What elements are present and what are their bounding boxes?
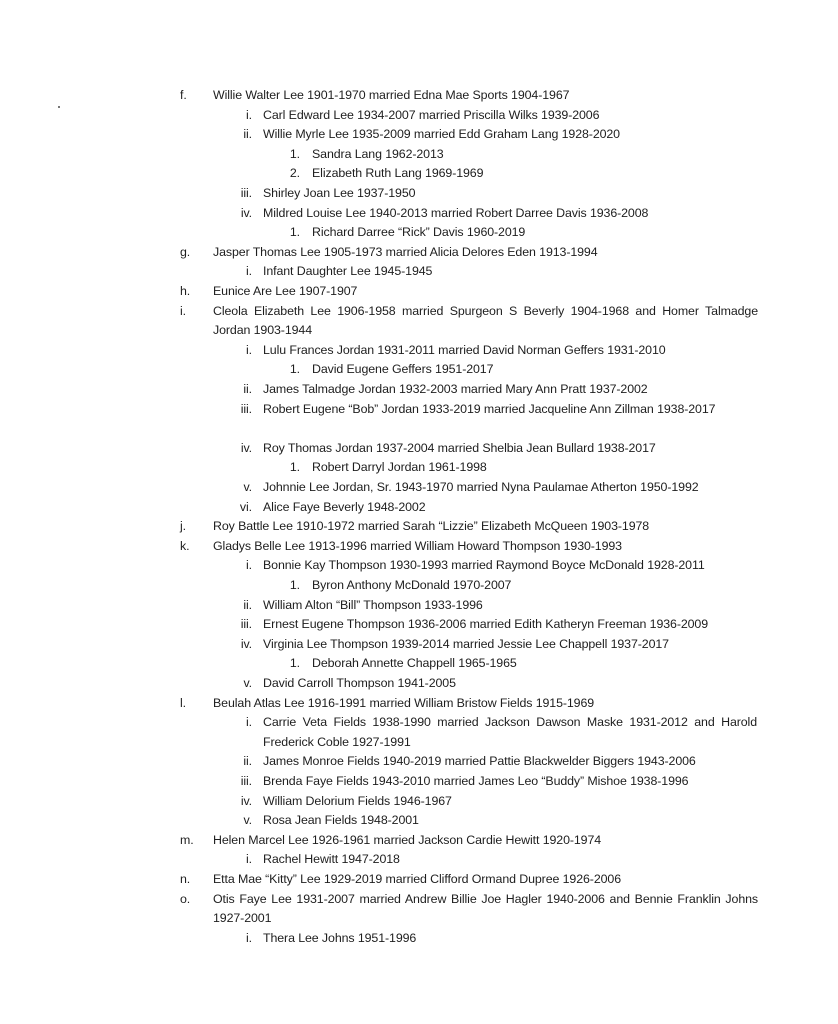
list-marker: vi. bbox=[239, 499, 252, 514]
list-marker: k. bbox=[180, 538, 190, 553]
list-marker: iv. bbox=[240, 793, 252, 808]
list-marker: iv. bbox=[240, 440, 252, 455]
list-item-text: Alice Faye Beverly 1948-2002 bbox=[263, 499, 426, 514]
list-item-text: Brenda Faye Fields 1943-2010 married James Leo “Buddy” Mishoe 1938-1996 bbox=[263, 774, 689, 788]
list-item-text: Cleola Elizabeth Lee 1906-1958 married Spurgeon S Beverly 1904-1968 and Homer Talmadge Jordan 1903-1944 bbox=[213, 303, 758, 338]
list-item-text: Deborah Annette Chappell 1965-1965 bbox=[312, 656, 517, 671]
list-item-text: Robert Darryl Jordan 1961-1998 bbox=[312, 460, 487, 475]
list-item-text: Rachel Hewitt 1947-2018 bbox=[263, 852, 400, 867]
list-marker: m. bbox=[180, 832, 194, 847]
list-marker: n. bbox=[180, 872, 191, 886]
list-marker: 1. bbox=[289, 578, 300, 592]
list-marker: 1. bbox=[289, 656, 300, 671]
list-marker: i. bbox=[246, 558, 252, 573]
list-marker: iv. bbox=[240, 205, 252, 220]
list-item-text: Rosa Jean Fields 1948-2001 bbox=[263, 813, 419, 828]
list-marker: i. bbox=[246, 715, 252, 730]
list-item-text: Etta Mae “Kitty” Lee 1929-2019 married Clifford Ormand Dupree 1926-2006 bbox=[213, 872, 621, 886]
list-marker: 1. bbox=[289, 460, 300, 475]
scan-speck bbox=[58, 106, 60, 108]
list-item-text: Carrie Veta Fields 1938-1990 married Jackson Dawson Maske 1931-2012 and Harold Frederick Coble 1927-1991 bbox=[263, 715, 757, 749]
list-marker: 1. bbox=[289, 146, 300, 161]
list-marker: iii. bbox=[240, 186, 252, 200]
list-item-text: David Carroll Thompson 1941-2005 bbox=[263, 676, 456, 690]
list-item-text: Willie Walter Lee 1901-1970 married Edna Mae Sports 1904-1967 bbox=[213, 88, 570, 102]
list-marker: h. bbox=[180, 284, 191, 298]
list-item-text: Johnnie Lee Jordan, Sr. 1943-1970 married Nyna Paulamae Atherton 1950-1992 bbox=[263, 480, 699, 494]
list-marker: i. bbox=[246, 852, 252, 867]
list-item-text: James Talmadge Jordan 1932-2003 married Mary Ann Pratt 1937-2002 bbox=[263, 382, 648, 396]
list-item-text: Carl Edward Lee 1934-2007 married Priscilla Wilks 1939-2006 bbox=[263, 107, 600, 122]
list-item-text: Shirley Joan Lee 1937-1950 bbox=[263, 186, 416, 200]
list-marker: ii. bbox=[243, 382, 252, 396]
list-marker: 1. bbox=[289, 225, 300, 240]
list-marker: ii. bbox=[243, 754, 252, 769]
list-item-text: Byron Anthony McDonald 1970-2007 bbox=[312, 578, 512, 592]
list-marker: ii. bbox=[243, 597, 252, 612]
list-item-text: Elizabeth Ruth Lang 1969-1969 bbox=[312, 166, 484, 181]
list-item-text: Richard Darree “Rick” Davis 1960-2019 bbox=[312, 225, 526, 240]
list-item-text: Ernest Eugene Thompson 1936-2006 married Edith Katheryn Freeman 1936-2009 bbox=[263, 617, 709, 632]
list-marker: 1. bbox=[289, 362, 300, 377]
list-item-text: William Alton “Bill” Thompson 1933-1996 bbox=[263, 597, 483, 612]
list-item-text: Mildred Louise Lee 1940-2013 married Robert Darree Davis 1936-2008 bbox=[263, 205, 649, 220]
list-item-text: Beulah Atlas Lee 1916-1991 married William Bristow Fields 1915-1969 bbox=[213, 695, 595, 710]
list-marker: iv. bbox=[240, 636, 252, 651]
list-marker: i. bbox=[246, 342, 252, 357]
list-marker: v. bbox=[243, 480, 252, 494]
list-item-text: Jasper Thomas Lee 1905-1973 married Alicia Delores Eden 1913-1994 bbox=[213, 244, 598, 259]
list-marker: iii. bbox=[240, 401, 252, 416]
list-item-text: William Delorium Fields 1946-1967 bbox=[263, 793, 452, 808]
list-marker: ii. bbox=[243, 127, 252, 142]
list-item-text: Lulu Frances Jordan 1931-2011 married David Norman Geffers 1931-2010 bbox=[263, 342, 666, 357]
list-marker: i. bbox=[246, 264, 252, 279]
list-marker: o. bbox=[180, 891, 191, 906]
list-item-text: Willie Myrle Lee 1935-2009 married Edd Graham Lang 1928-2020 bbox=[263, 127, 620, 142]
list-item-text: Virginia Lee Thompson 1939-2014 married Jessie Lee Chappell 1937-2017 bbox=[263, 636, 669, 651]
list-item-text: Helen Marcel Lee 1926-1961 married Jackson Cardie Hewitt 1920-1974 bbox=[213, 832, 602, 847]
list-marker: f. bbox=[180, 88, 187, 102]
list-marker: g. bbox=[180, 244, 191, 259]
list-item-text: Gladys Belle Lee 1913-1996 married William Howard Thompson 1930-1993 bbox=[213, 538, 622, 553]
list-marker: i. bbox=[246, 930, 252, 945]
list-item-text: Robert Eugene “Bob” Jordan 1933-2019 married Jacqueline Ann Zillman 1938-2017 bbox=[263, 401, 716, 416]
list-item-text: Roy Battle Lee 1910-1972 married Sarah “Lizzie” Elizabeth McQueen 1903-1978 bbox=[213, 519, 650, 534]
list-item-text: Infant Daughter Lee 1945-1945 bbox=[263, 264, 433, 279]
list-marker: i. bbox=[246, 107, 252, 122]
list-item-text: Otis Faye Lee 1931-2007 married Andrew Billie Joe Hagler 1940-2006 and Bennie Franklin Johns 1927-2001 bbox=[213, 891, 758, 926]
list-item-text: Eunice Are Lee 1907-1907 bbox=[213, 284, 358, 298]
list-item-text: James Monroe Fields 1940-2019 married Pattie Blackwelder Biggers 1943-2006 bbox=[263, 754, 696, 769]
list-marker: i. bbox=[180, 303, 186, 318]
list-marker: v. bbox=[243, 676, 252, 690]
list-item-text: Sandra Lang 1962-2013 bbox=[312, 146, 444, 161]
list-marker: l. bbox=[180, 695, 186, 710]
list-marker: j. bbox=[180, 519, 186, 534]
list-marker: iii. bbox=[240, 774, 252, 788]
list-marker: v. bbox=[243, 813, 252, 828]
list-marker: iii. bbox=[240, 617, 252, 632]
list-item-text: David Eugene Geffers 1951-2017 bbox=[312, 362, 494, 377]
list-marker: 2. bbox=[289, 166, 300, 181]
list-item-text: Thera Lee Johns 1951-1996 bbox=[263, 930, 417, 945]
list-item-text: Bonnie Kay Thompson 1930-1993 married Raymond Boyce McDonald 1928-2011 bbox=[263, 558, 705, 573]
list-item-text: Roy Thomas Jordan 1937-2004 married Shelbia Jean Bullard 1938-2017 bbox=[263, 440, 656, 455]
